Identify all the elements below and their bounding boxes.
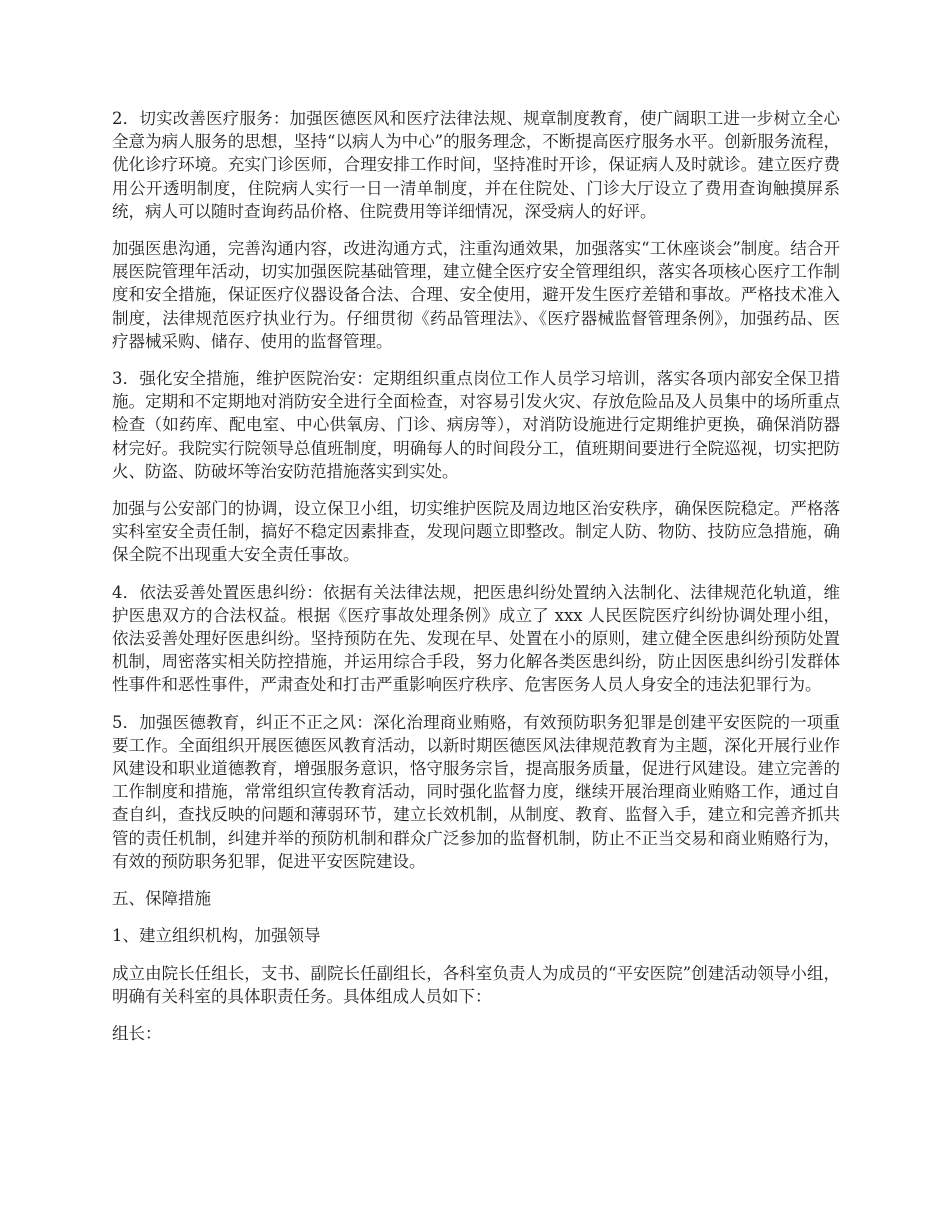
paragraph-police-coordination: 加强与公安部门的协调，设立保卫小组，切实维护医院及周边地区治安秩序，确保医院稳定。严格落实科室安全责任制，搞好不稳定因素排查，发现问题立即整改。制定人防、物防、技防应急措施，确保全院不出现重大安全责任事故。 [112, 499, 840, 565]
paragraph-medical-disputes: 4．依法妥善处置医患纠纷：依据有关法律法规，把医患纠纷处置纳入法制化、法律规范化轨道，维护医患双方的合法权益。根据《医疗事故处理条例》成立了 xxx 人民医院医疗纠纷协调处理小组，依法妥善处理好医患纠纷。坚持预防在先、发现在早、处置在小的原则，建立健全医患纠纷预防处置机制，周密落实相关防控措施，并运用综合手段，努力化解各类医患纠纷，防止因医患纠纷引发群体性事件和恶性事件，严肃查处和打击严重影响医疗秩序、危害医务人员人身安全的违法犯罪行为。 [112, 582, 840, 695]
paragraph-safety-measures: 3．强化安全措施，维护医院治安：定期组织重点岗位工作人员学习培训，落实各项内部安全保卫措施。定期和不定期地对消防安全进行全面检查，对容易引发火灾、存放危险品及人员集中的场所重点检查（如药库、配电室、中心供氧房、门诊、病房等），对消防设施进行定期维护更换，确保消防器材完好。我院实行院领导总值班制度，明确每人的时间段分工，值班期间要进行全院巡视，切实把防火、防盗、防破坏等治安防范措施落实到实处。 [112, 369, 840, 481]
subheading-organization: 1、建立组织机构，加强领导 [112, 926, 321, 946]
paragraph-leadership-group: 成立由院长任组长，支书、副院长任副组长，各科室负责人为成员的“平安医院”创建活动领导小组，明确有关科室的具体职责任务。具体组成人员如下： [112, 963, 840, 1006]
paragraph-improve-medical-service: 2．切实改善医疗服务：加强医德医风和医疗法律法规、规章制度教育，使广阔职工进一步树立全心全意为病人服务的思想，坚持“以病人为中心”的服务理念，不断提高医疗服务水平。创新服务流程，优化诊疗环境。充实门诊医师，合理安排工作时间，坚持准时开诊，保证病人及时就诊。建立医疗费用公开透明制度，住院病人实行一日一清单制度，并在住院处、门诊大厅设立了费用查询触摸屏系统，病人可以随时查询药品价格、住院费用等详细情况，深受病人的好评。 [112, 109, 840, 221]
paragraph-medical-ethics: 5．加强医德教育，纠正不正之风：深化治理商业贿赂，有效预防职务犯罪是创建平安医院的一项重要工作。全面组织开展医德医风教育活动，以新时期医德医风法律规范教育为主题，深化开展行业作风建设和职业道德教育，增强服务意识，恪守服务宗旨，提高服务质量，促进行风建设。建立完善的工作制度和措施，常常组织宣传教育活动，同时强化监督力度，继续开展治理商业贿赂工作，通过自查自纠，查找反映的问题和薄弱环节，建立长效机制，从制度、教育、监督入手，建立和完善齐抓共管的责任机制，纠建并举的预防机制和群众广泛参加的监督机制，防止不正当交易和商业贿赂行为，有效的预防职务犯罪，促进平安医院建设。 [112, 712, 840, 871]
section-heading-safeguards: 五、保障措施 [112, 889, 211, 909]
paragraph-doctor-patient-communication: 加强医患沟通，完善沟通内容，改进沟通方式，注重沟通效果，加强落实“工休座谈会”制度。结合开展医院管理年活动，切实加强医院基础管理，建立健全医疗安全管理组织，落实各项核心医疗工作制度和安全措施，保证医疗仪器设备合法、合理、安全使用，避开发生医疗差错和事故。严格技术准入制度，法律规范医疗执业行为。仔细贯彻《药品管理法》、《医疗器械监督管理条例》，加强药品、医疗器械采购、储存、使用的监督管理。 [112, 239, 840, 351]
label-group-leader: 组长： [112, 1023, 162, 1043]
